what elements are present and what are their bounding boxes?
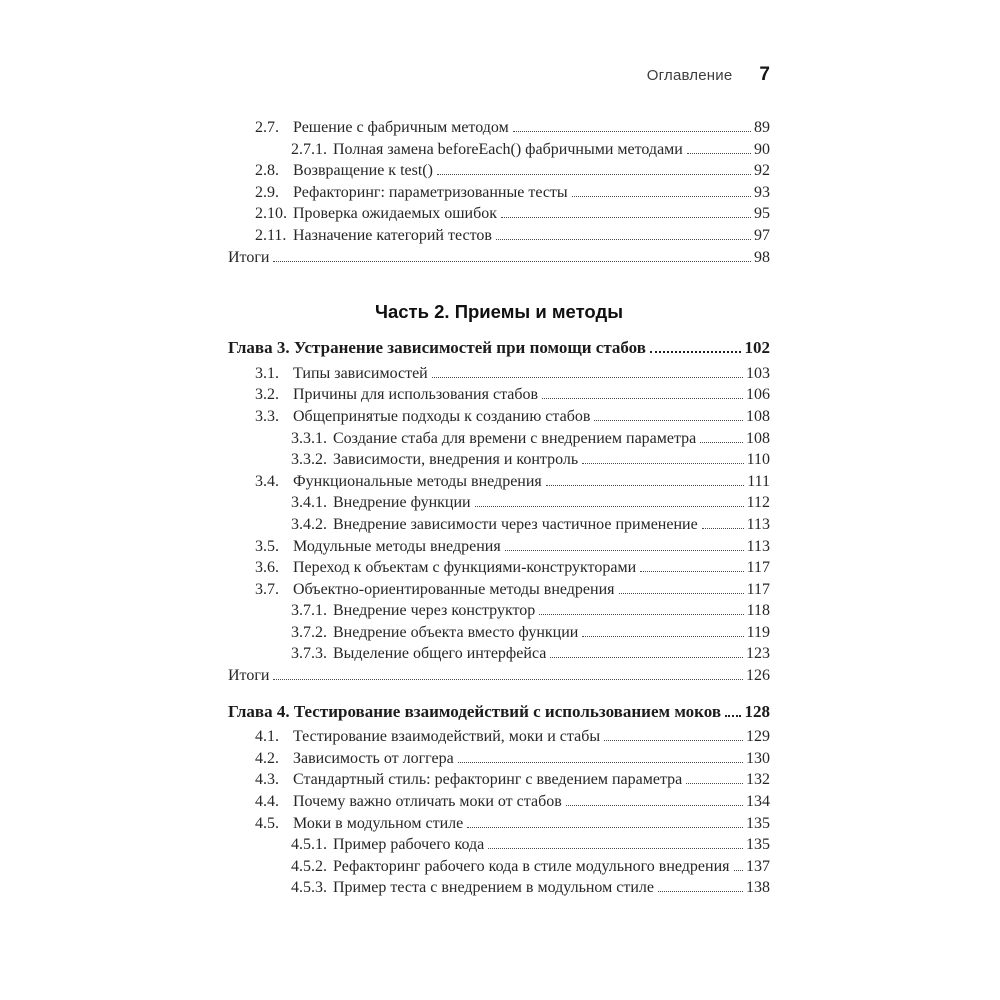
toc-entry-row <box>228 856 770 878</box>
toc-entry-row <box>228 557 770 579</box>
toc-entry-page-number: 138 <box>746 879 770 897</box>
toc-entry-page-number: 112 <box>746 494 770 512</box>
toc-entry-number: 2.7.1. <box>291 140 327 158</box>
running-head <box>228 66 770 85</box>
toc-entry-page-number: 134 <box>746 793 770 811</box>
dot-leader <box>725 702 741 717</box>
toc-entry-row <box>228 622 770 644</box>
toc-entry-title: Причины для использования стабов <box>293 386 539 404</box>
toc-entry-page-number: 130 <box>746 749 770 767</box>
toc-entry-title: Модульные методы внедрения <box>293 537 501 555</box>
dot-leader <box>496 226 751 240</box>
toc-entry-number: 3.4.1. <box>291 494 327 512</box>
toc-entry-row <box>228 769 770 791</box>
dot-leader <box>640 558 743 572</box>
toc-entry-page-number: 132 <box>746 771 770 789</box>
toc-entry-title: Назначение категорий тестов <box>293 226 492 244</box>
toc-entry-row <box>228 160 770 182</box>
toc-entry-page-number: 110 <box>746 451 770 469</box>
toc-entry-number: 2.11. <box>255 226 287 244</box>
toc-entry-row <box>228 748 770 770</box>
dot-leader <box>619 580 744 594</box>
dot-leader <box>734 857 743 871</box>
toc-entry-page-number: 102 <box>744 338 770 358</box>
toc-entry-page-number: 113 <box>746 515 770 533</box>
toc-entry-title: Пример теста с внедрением в модульном стиле <box>333 879 654 897</box>
toc-entry-page-number: 135 <box>746 836 770 854</box>
dot-leader <box>550 644 743 658</box>
toc-entry-row <box>228 514 770 536</box>
toc-entry-number: 3.4.2. <box>291 515 327 533</box>
toc-entry-row <box>228 471 770 493</box>
toc-entry-page-number: 126 <box>746 667 770 685</box>
toc-entry-number: 4.5.2. <box>291 857 327 875</box>
toc-chapter-row <box>228 337 770 359</box>
toc-entry-number: 4.5.1. <box>291 836 327 854</box>
dot-leader <box>273 248 751 262</box>
dot-leader <box>604 727 743 741</box>
toc-entry-number: 3.5. <box>255 537 279 555</box>
toc-entry-number: 3.7.3. <box>291 645 327 663</box>
dot-leader <box>650 338 741 353</box>
toc-entry-row <box>228 579 770 601</box>
toc-entry-row <box>228 182 770 204</box>
toc-entry-row <box>228 428 770 450</box>
toc-entry-page-number: 117 <box>746 580 770 598</box>
running-head-title: Оглавление <box>646 67 733 84</box>
toc-entry-number: 3.6. <box>255 559 279 577</box>
toc-entry-page-number: 106 <box>746 386 770 404</box>
toc-entry-title: Итоги <box>228 667 270 685</box>
toc-entry-title: Создание стаба для времени с внедрением параметра <box>333 429 697 447</box>
toc-entry-number: 4.2. <box>255 749 279 767</box>
toc-entry-number: 3.3.2. <box>291 451 327 469</box>
dot-leader <box>505 537 744 551</box>
toc-entry-title: Почему важно отличать моки от стабов <box>293 793 562 811</box>
toc-entry-title: Внедрение объекта вместо функции <box>333 623 579 641</box>
toc-entry-title: Объектно-ориентированные методы внедрения <box>293 580 615 598</box>
toc-entry-title: Общепринятые подходы к созданию стабов <box>293 407 591 425</box>
toc-entry-number: 3.4. <box>255 472 279 490</box>
toc-entry-row <box>228 791 770 813</box>
running-head-page-number: 7 <box>759 64 770 85</box>
dot-leader <box>546 472 744 486</box>
toc-entry-row <box>228 726 770 748</box>
toc-entry-row <box>228 203 770 225</box>
toc-entry-title: Типы зависимостей <box>293 364 428 382</box>
toc-entry-title: Полная замена beforeEach() фабричными методами <box>333 140 683 158</box>
toc-entry-title: Зависимость от логгера <box>293 749 454 767</box>
toc-entry-number: 2.9. <box>255 183 279 201</box>
toc-entry-page-number: 128 <box>744 701 770 721</box>
toc-entry-page-number: 89 <box>754 119 770 136</box>
dot-leader <box>437 161 751 175</box>
toc-entry-title: Переход к объектам с функциями-конструкторами <box>293 559 637 577</box>
toc-entry-page-number: 123 <box>746 645 770 663</box>
dot-leader <box>702 515 744 529</box>
toc-entry-title: Зависимости, внедрения и контроль <box>333 451 579 469</box>
toc-entry-number: 2.8. <box>255 162 279 180</box>
dot-leader <box>513 118 751 132</box>
toc-entry-title: Пример рабочего кода <box>333 836 485 854</box>
toc-entry-title: Рефакторинг: параметризованные тесты <box>293 183 568 201</box>
toc-entry-number: 4.4. <box>255 793 279 811</box>
dot-leader <box>488 835 743 849</box>
dot-leader <box>572 183 751 197</box>
toc-entry-page-number: 111 <box>747 472 770 490</box>
toc-entry-page-number: 98 <box>754 248 770 266</box>
dot-leader <box>658 878 743 892</box>
dot-leader <box>458 749 743 763</box>
toc-entry-row <box>228 363 770 385</box>
toc-entry-page-number: 103 <box>746 364 770 382</box>
toc-entry-number: 3.7.1. <box>291 602 327 620</box>
toc-entry-title: Возвращение к test() <box>293 162 433 180</box>
toc-entry-page-number: 118 <box>746 602 770 620</box>
toc-entry-page-number: 113 <box>746 537 770 555</box>
toc-entry-number: 3.3. <box>255 407 279 425</box>
toc-entry-row <box>228 600 770 622</box>
toc-entry-number: 3.2. <box>255 386 279 404</box>
toc-chapter-row <box>228 701 770 723</box>
toc-entry-row <box>228 117 770 139</box>
toc-entry-row <box>228 492 770 514</box>
toc-entry-page-number: 93 <box>754 183 770 201</box>
toc-summary-row <box>228 247 770 269</box>
toc-summary-row <box>228 665 770 687</box>
toc-entry-title: Проверка ожидаемых ошибок <box>293 205 497 223</box>
toc-entry-page-number: 108 <box>746 429 770 447</box>
toc-entry-row <box>228 384 770 406</box>
toc-entry-number: 3.3.1. <box>291 429 327 447</box>
toc-entry-page-number: 119 <box>746 623 770 641</box>
toc-entry-page-number: 137 <box>746 857 770 875</box>
toc-entry-row <box>228 834 770 856</box>
toc-entry-title: Рефакторинг рабочего кода в стиле модульного внедрения <box>333 857 730 875</box>
toc-entry-title: Тестирование взаимодействий, моки и стабы <box>293 728 601 746</box>
toc-entry-row <box>228 813 770 835</box>
toc-entry-number: 4.5. <box>255 814 279 832</box>
toc-entry-page-number: 95 <box>754 205 770 223</box>
dot-leader <box>566 792 743 806</box>
toc-entry-title: Решение с фабричным методом <box>293 119 509 136</box>
toc-list <box>228 117 770 899</box>
dot-leader <box>432 364 743 378</box>
toc-entry-page-number: 97 <box>754 226 770 244</box>
toc-entry-page-number: 135 <box>746 814 770 832</box>
toc-entry-title: Стандартный стиль: рефакторинг с введением параметра <box>293 771 683 789</box>
toc-entry-title: Внедрение зависимости через частичное применение <box>333 515 698 533</box>
dot-leader <box>467 814 743 828</box>
toc-entry-page-number: 129 <box>746 728 770 746</box>
dot-leader <box>475 493 744 507</box>
toc-entry-title: Внедрение функции <box>333 494 471 512</box>
toc-entry-page-number: 108 <box>746 407 770 425</box>
toc-entry-number: 4.5.3. <box>291 879 327 897</box>
toc-entry-number: 3.1. <box>255 364 279 382</box>
toc-entry-page-number: 90 <box>754 140 770 158</box>
toc-entry-number: 4.1. <box>255 728 279 746</box>
toc-entry-row <box>228 449 770 471</box>
toc-entry-title: Моки в модульном стиле <box>293 814 464 832</box>
toc-entry-page-number: 117 <box>746 559 770 577</box>
dot-leader <box>700 429 743 443</box>
toc-entry-row <box>228 225 770 247</box>
toc-entry-number: 2.10. <box>255 205 287 223</box>
dot-leader <box>687 140 751 154</box>
toc-entry-title: Итоги <box>228 248 270 266</box>
dot-leader <box>582 623 743 637</box>
toc-entry-row <box>228 643 770 665</box>
dot-leader <box>539 601 743 615</box>
toc-entry-row <box>228 877 770 899</box>
toc-entry-number: 3.7. <box>255 580 279 598</box>
toc-entry-row <box>228 406 770 428</box>
toc-entry-number: 2.7. <box>255 119 279 136</box>
dot-leader <box>582 450 743 464</box>
toc-entry-page-number: 92 <box>754 162 770 180</box>
part-heading: Часть 2. Приемы и методы <box>374 301 623 323</box>
dot-leader <box>594 407 743 421</box>
toc-entry-row <box>228 139 770 161</box>
toc-entry-title: Глава 3. Устранение зависимостей при помощи стабов <box>228 338 646 358</box>
toc-entry-row <box>228 536 770 558</box>
dot-leader <box>501 204 751 218</box>
dot-leader <box>542 385 743 399</box>
dot-leader <box>686 770 743 784</box>
toc-entry-number: 4.3. <box>255 771 279 789</box>
toc-entry-title: Внедрение через конструктор <box>333 602 536 620</box>
toc-entry-title: Глава 4. Тестирование взаимодействий с использованием моков <box>228 701 721 721</box>
dot-leader <box>273 666 743 680</box>
toc-entry-title: Выделение общего интерфейса <box>333 645 547 663</box>
toc-entry-number: 3.7.2. <box>291 623 327 641</box>
toc-entry-title: Функциональные методы внедрения <box>293 472 542 490</box>
